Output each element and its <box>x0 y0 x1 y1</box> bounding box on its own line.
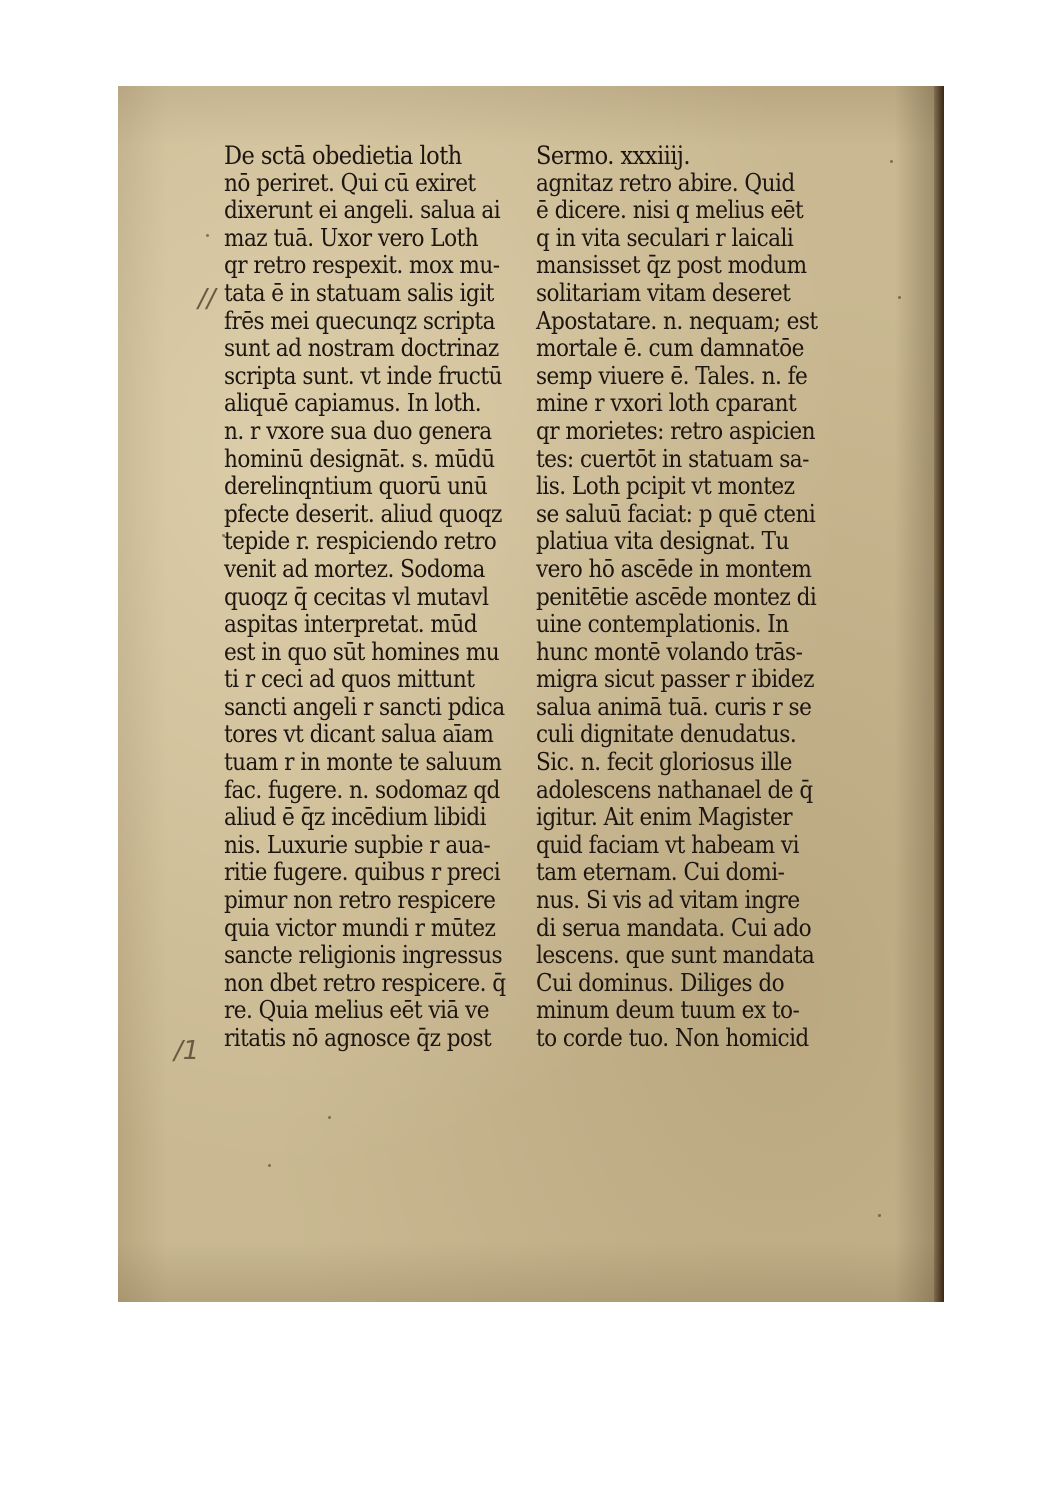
text-line: culi dignitate denudatus. <box>536 720 797 749</box>
text-line: ritie fugere. quibus r preci <box>224 858 501 887</box>
text-line: mine r vxori loth cparant <box>536 389 797 418</box>
text-line: lescens. que sunt mandata <box>536 941 815 970</box>
text-line: qr morietes: retro aspicien <box>536 416 816 445</box>
text-line: venit ad mortez. Sodoma <box>224 554 485 583</box>
text-line: di serua mandata. Cui ado <box>536 913 812 942</box>
text-line: nis. Luxurie supbie r aua- <box>224 830 491 859</box>
text-line: sancti angeli r sancti pdica <box>224 692 505 721</box>
text-line: migra sicut passer r ibidez <box>536 665 814 694</box>
ink-speck <box>268 1164 271 1167</box>
text-line: solitariam vitam deseret <box>536 278 791 307</box>
text-line: to corde tuo. Non homicid <box>536 1024 809 1052</box>
text-line: Apostatare. n. nequam; est <box>536 306 818 335</box>
ink-speck <box>898 296 901 299</box>
text-line: qr retro respexit. mox mu- <box>224 251 500 280</box>
text-line: tes: cuertōt in statuam sa- <box>536 444 809 473</box>
text-line: Cui dominus. Diliges do <box>536 968 785 997</box>
text-line: Sermo. xxxiiij. <box>536 141 690 170</box>
text-line: non dbet retro respicere. q̄ <box>224 968 506 997</box>
text-line: lis. Loth pcipit vt montez <box>536 472 795 501</box>
text-line: derelinqntium quorū unū <box>224 472 488 501</box>
text-line: aspitas interpretat. mūd <box>224 610 477 639</box>
page-edge-shadow <box>934 86 944 1302</box>
text-line: ritatis nō agnosce q̄z post <box>224 1024 492 1052</box>
text-line: quid faciam vt habeam vi <box>536 830 799 859</box>
text-line: De sctā obedietia loth <box>224 141 462 170</box>
text-line: platiua vita designat. Tu <box>536 527 789 556</box>
text-line: sunt ad nostram doctrinaz <box>224 334 499 363</box>
text-line: hominū designāt. s. mūdū <box>224 444 495 473</box>
text-line: mansisset q̄z post modum <box>536 251 807 280</box>
text-line: salua animā tuā. curis r se <box>536 692 812 721</box>
margin-mark-lower: /1 <box>174 1036 200 1066</box>
ink-speck <box>328 1116 331 1119</box>
text-line: n. r vxore sua duo genera <box>224 416 492 445</box>
text-line: aliud ē q̄z incēdium libidi <box>224 803 486 832</box>
text-line: tata ē in statuam salis igit <box>224 278 494 307</box>
text-line: penitētie ascēde montez di <box>536 582 817 611</box>
text-line: nō periret. Qui cū exiret <box>224 168 476 197</box>
ink-speck <box>206 234 209 237</box>
text-line: tam eternam. Cui domi- <box>536 858 785 887</box>
text-line: pimur non retro respicere <box>224 886 496 915</box>
text-line: tores vt dicant salua aīam <box>224 720 494 749</box>
left-text-column <box>224 142 554 1053</box>
text-line: scripta sunt. vt inde fructū <box>224 361 502 390</box>
text-line: mortale ē. cum damnatōe <box>536 334 804 363</box>
text-line: fac. fugere. n. sodomaz qd <box>224 775 500 804</box>
text-line: sancte religionis ingressus <box>224 941 503 970</box>
text-line: aliquē capiamus. In loth. <box>224 389 482 418</box>
ink-speck <box>878 1214 881 1217</box>
text-line: adolescens nathanael de q̄ <box>536 775 813 804</box>
text-line: est in quo sūt homines mu <box>224 637 500 666</box>
ink-speck <box>890 160 893 163</box>
text-line: ē dicere. nisi q melius eēt <box>536 196 804 225</box>
text-line: tuam r in monte te saluum <box>224 748 502 777</box>
text-line: nus. Si vis ad vitam ingre <box>536 886 800 915</box>
text-line: tepide r. respiciendo retro <box>224 527 497 556</box>
text-line: dixerunt ei angeli. salua ai <box>224 196 501 225</box>
text-line: agnitaz retro abire. Quid <box>536 168 795 197</box>
text-line: se saluū faciat: p quē cteni <box>536 499 816 528</box>
text-line: re. Quia melius eēt viā ve <box>224 996 489 1025</box>
text-line: q in vita seculari r laicali <box>536 223 794 252</box>
text-line: ti r ceci ad quos mittunt <box>224 665 475 694</box>
manuscript-page <box>118 86 944 1302</box>
text-line: frēs mei quecunqz scripta <box>224 306 495 335</box>
text-line: semp viuere ē. Tales. n. fe <box>536 361 808 390</box>
text-line: minum deum tuum ex to- <box>536 996 800 1025</box>
text-line: hunc montē volando trās- <box>536 637 803 666</box>
text-line: Sic. n. fecit gloriosus ille <box>536 748 792 777</box>
text-line: quia victor mundi r mūtez <box>224 913 496 942</box>
text-line: vero hō ascēde in montem <box>536 554 812 583</box>
right-text-column <box>536 142 866 1053</box>
text-line: maz tuā. Uxor vero Loth <box>224 223 479 252</box>
text-line: pfecte deserit. aliud quoqz <box>224 499 502 528</box>
text-line: uine contemplationis. In <box>536 610 789 639</box>
margin-mark-upper: // <box>198 284 216 314</box>
text-line: igitur. Ait enim Magister <box>536 803 793 832</box>
text-line: quoqz q̄ cecitas vl mutavl <box>224 582 489 611</box>
